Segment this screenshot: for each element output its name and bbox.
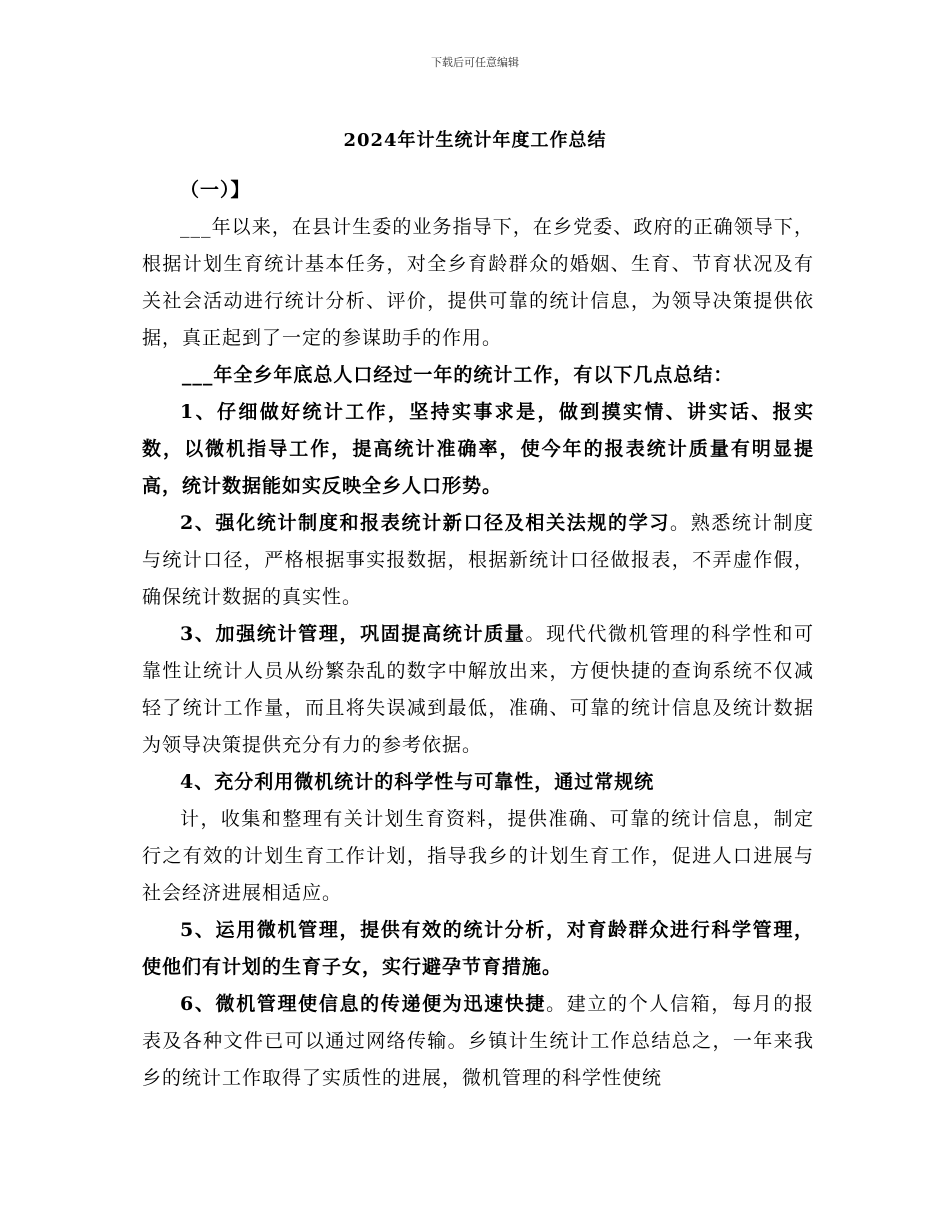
paragraph-point-1: 1、仔细做好统计工作，坚持实事求是，做到摸实情、讲实话、报实数，以微机指导工作，提高统计准确率，使今年的报表统计质量有明显提高，统计数据能如实反映全乡人口形势。 — [142, 401, 814, 497]
paragraph-point-5: 5、运用微机管理，提供有效的统计分析，对育龄群众进行科学管理，使他们有计划的生育子女，实行避孕节育措施。 — [142, 919, 814, 978]
document-title: 2024年计生统计年度工作总结 — [343, 130, 607, 151]
paragraph-point-6 — [142, 986, 814, 1097]
point-6-text: 。建立的个人信箱，每月的报表及各种文件已可以通过网络传输。乡镇计生统计工作总结总之，一年来我乡的统计工作取得了实质性的进展，微机管理的科学性使统 — [142, 993, 814, 1089]
point-2-text: 。熟悉统计制度与统计口径，严格根据事实报数据，根据新统计口径做报表，不弄虚作假，确保统计数据的真实性。 — [142, 512, 814, 608]
paragraph-point-3 — [142, 616, 814, 764]
page-header: 下载后可任意编辑 — [431, 56, 519, 69]
point-3-text: 。现代代微机管理的科学性和可靠性让统计人员从纷繁杂乱的数字中解放出来，方便快捷的查询系统不仅减轻了统计工作量，而且将失误减到最低，准确、可靠的统计信息及统计数据为领导决策提供充分有力的参考依据。 — [142, 623, 814, 756]
paragraph-point-4-heading: 4、充分利用微机统计的科学性与可靠性，通过常规统 — [180, 771, 655, 793]
section-subtitle: （一）】 — [180, 179, 251, 201]
paragraph-point-4-text: 计，收集和整理有关计划生育资料，提供准确、可靠的统计信息，制定行之有效的计划生育工作计划，指导我乡的计划生育工作，促进人口进展与社会经济进展相适应。 — [142, 808, 814, 904]
paragraph-summary-lead: ___年全乡年底总人口经过一年的统计工作，有以下几点总结： — [181, 364, 734, 386]
point-2-heading: 2、强化统计制度和报表统计新口径及相关法规的学习 — [180, 512, 671, 534]
point-6-heading: 6、微机管理使信息的传递便为迅速快捷 — [180, 993, 547, 1015]
paragraph-point-2 — [142, 505, 814, 616]
point-3-heading: 3、加强统计管理，巩固提高统计质量 — [180, 623, 526, 645]
document-body — [142, 172, 814, 1097]
paragraph-intro: ___年以来，在县计生委的业务指导下，在乡党委、政府的正确领导下，根据计划生育统计基本任务，对全乡育龄群众的婚姻、生育、节育状况及有关社会活动进行统计分析、评价，提供可靠的统计信息，为领导决策提供依据，真正起到了一定的参谋助手的作用。 — [142, 216, 814, 349]
